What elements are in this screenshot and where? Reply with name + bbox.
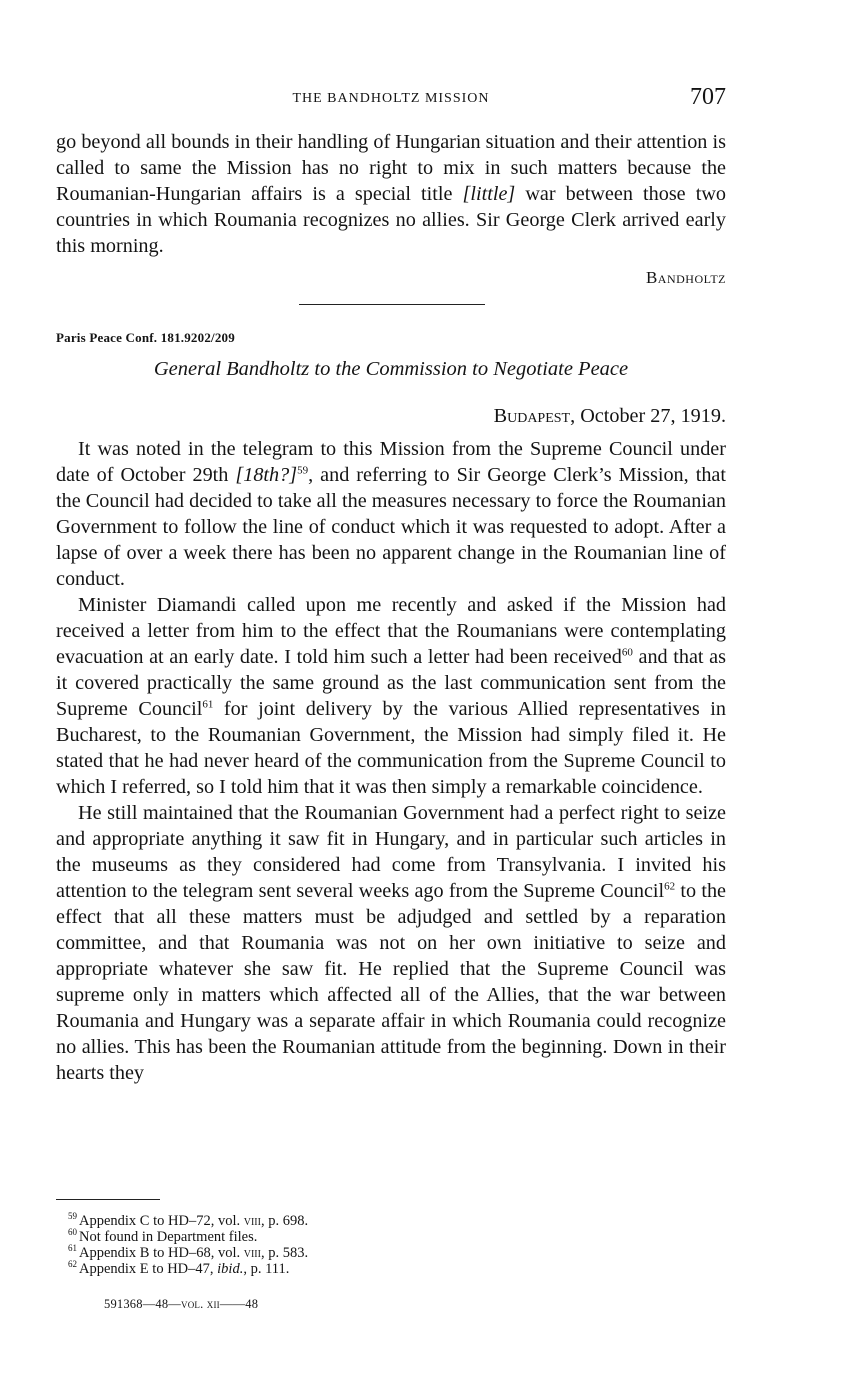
footnote-62: $^{62}$ Appendix E to HD–47, ibid., p. 111. [68, 1259, 290, 1277]
continued-paragraph: go beyond all bounds in their handling of Hungarian situation and their attention is called to same the Mission has no right to mix in such matters because the Roumanian-Hungarian affairs is a special title [little] war between those two countries in which Roumania recognizes no allies. Sir George Clerk arrived early this morning. [56, 131, 726, 257]
footnote-59: $^{59}$ Appendix C to HD–72, vol. viii, p. 698. [68, 1211, 309, 1229]
document-title: General Bandholtz to the Commission to Negotiate Peace [153, 358, 629, 380]
signature: Bandholtz [645, 268, 726, 287]
document-body [56, 436, 726, 1086]
continued-telegram-text [56, 129, 726, 259]
editorial-bracket: [18th?] [235, 464, 298, 486]
dateline [494, 405, 726, 428]
footnote-divider [56, 1199, 160, 1200]
paragraph-2: Minister Diamandi called upon me recently and asked if the Mission had received a letter from him to the effect that the Roumanians were contemplating evacuation at an early date. I told him such a letter had been received$^{60}$ and that as it covered practically the same ground as the last communication sent from the Supreme Council$^{61}$ for joint delivery by the various Allied representatives in Bucharest, to the Roumanian Government, the Mission had simply filed it. He stated that he had never heard of the communication from the Supreme Council to which I referred, so I told him that it was then simply a remarkable coincidence. [56, 594, 726, 798]
dateline-place: Budapest, [493, 405, 576, 427]
footnote-ref-60: 60 [621, 646, 633, 659]
footnote-61: $^{61}$ Appendix B to HD–68, vol. viii, p. 583. [68, 1243, 309, 1261]
editorial-bracket: [little] [462, 183, 516, 205]
footnote-ref-59: 59 [297, 464, 309, 477]
file-reference: Paris Peace Conf. 181.9202/209 [56, 330, 235, 345]
running-title: THE BANDHOLTZ MISSION [292, 91, 490, 106]
paragraph-1: It was noted in the telegram to this Mission from the Supreme Council under date of October 29th [18th?]$^{59}$, and referring to Sir George Clerk’s Mission, that the Council had decided to take all the measures necessary to force the Roumanian Government to follow the line of conduct which it was requested to adopt. After a lapse of over a week there has been no apparent change in the Roumanian line of conduct. [56, 438, 726, 590]
paragraph-3: He still maintained that the Roumanian Government had a perfect right to seize and appropriate anything it saw fit in Hungary, and in particular such articles in the museums as they considered had come from Transylvania. I invited his attention to the telegram sent several weeks ago from the Supreme Council$^{62}$ to the effect that all these matters must be adjudged and settled by a reparation committee, and that Roumania was not on her own initiative to seize and appropriate whatever she saw fit. He replied that the Supreme Council was supreme only in matters which affected all of the Allies, that the war between Roumania and Hungary was a separate affair in which Roumania could recognize no allies. This has been the Roumanian attitude from the beginning. Down in their hearts they [56, 802, 727, 1084]
page-number: 707 [690, 84, 726, 110]
document-page [56, 0, 726, 1380]
section-divider [299, 304, 485, 305]
footnotes [68, 1213, 718, 1277]
footnote-ref-61: 61 [202, 698, 214, 711]
dateline-date: October 27, 1919. [575, 405, 726, 427]
footnote-60: $^{60}$ Not found in Department files. [68, 1227, 258, 1245]
printer-mark: 591368—48—vol. xii——48 [104, 1297, 259, 1311]
footnote-ref-62: 62 [664, 880, 676, 893]
running-head [56, 84, 726, 116]
